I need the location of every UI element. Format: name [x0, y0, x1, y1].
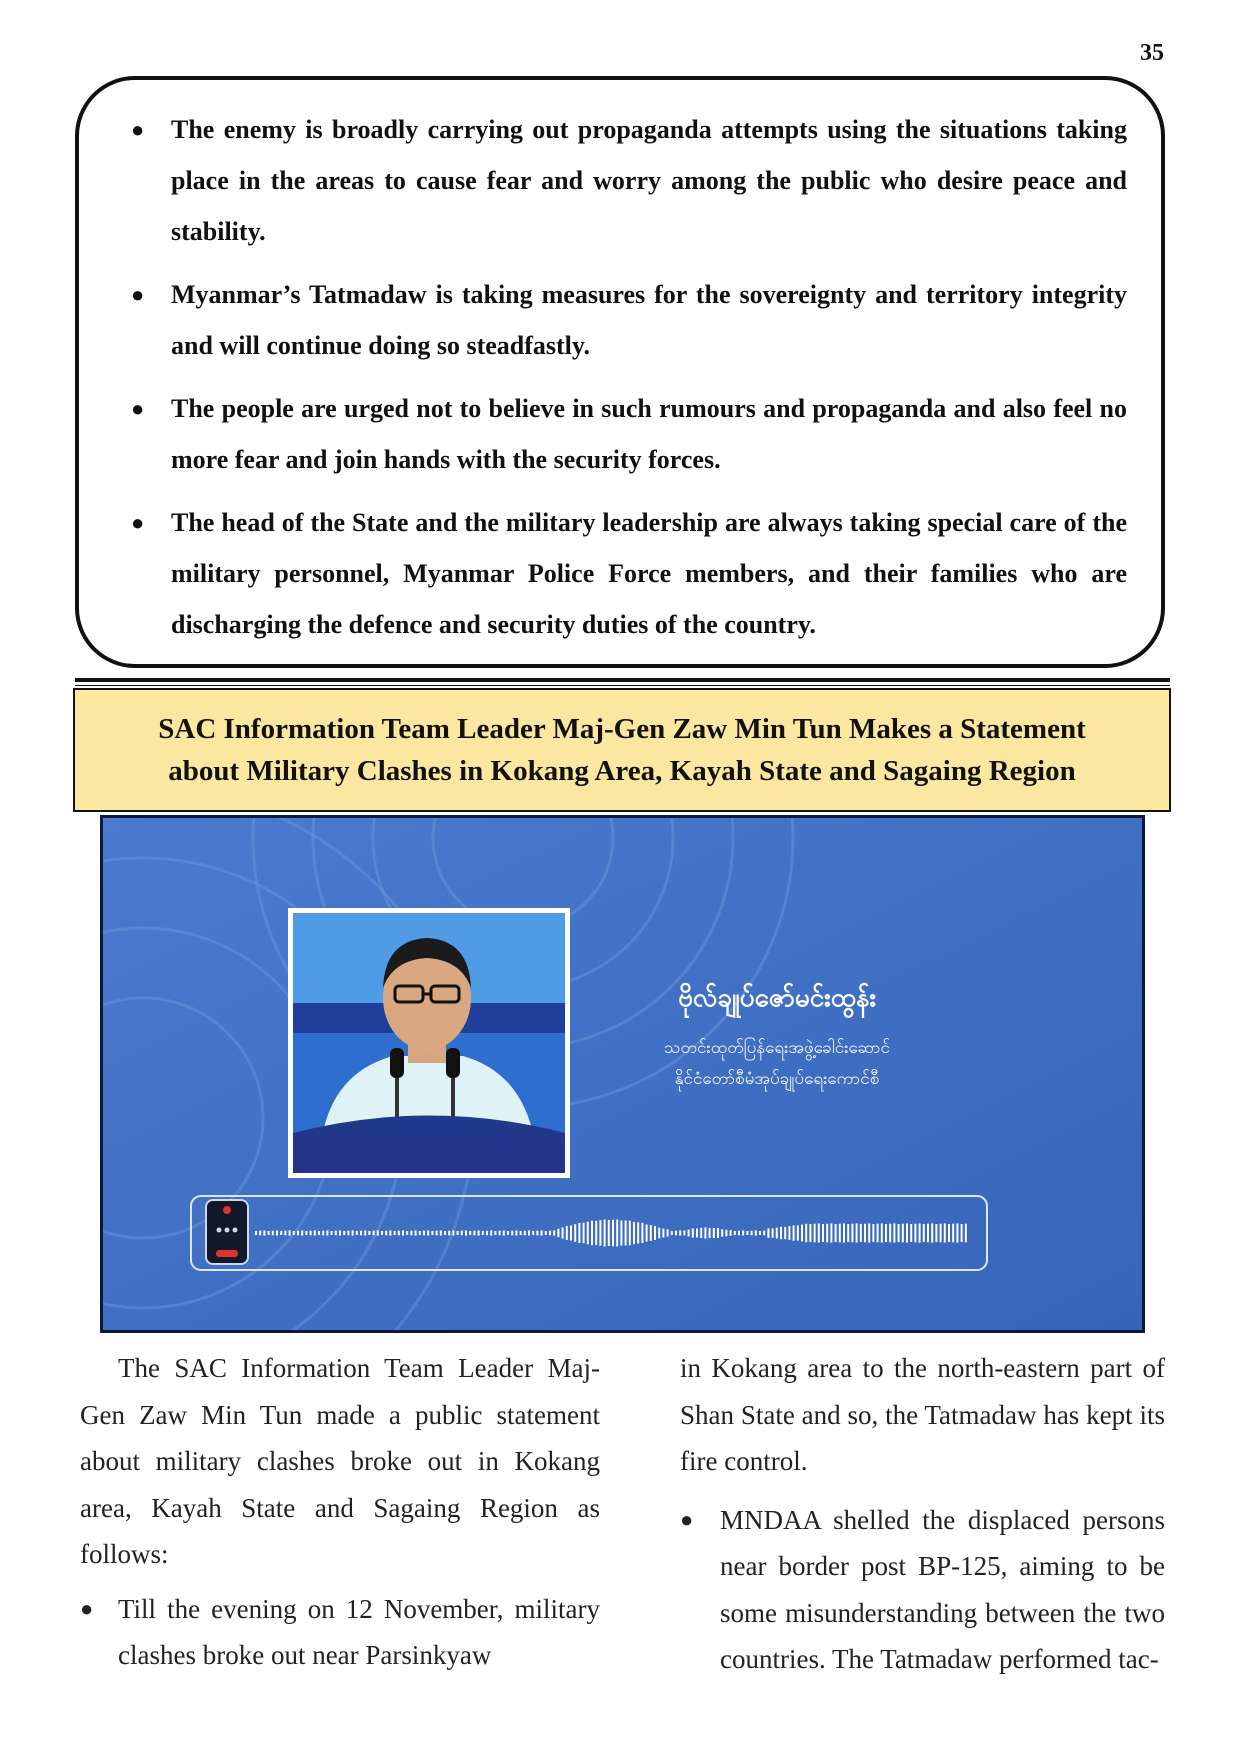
- waveform-bar: [461, 1231, 463, 1236]
- body-bullet: [680, 1497, 1165, 1683]
- waveform-bar: [352, 1230, 354, 1235]
- waveform-bar: [709, 1228, 711, 1238]
- summary-point-text: The people are urged not to believe in such rumours and propaganda and also feel no more fear and join hands with the security forces.: [171, 394, 1127, 474]
- bullet-icon: ●: [131, 117, 145, 142]
- waveform-bar: [721, 1229, 723, 1236]
- waveform-bar: [889, 1224, 891, 1243]
- waveform-bar: [965, 1224, 967, 1243]
- speaker-portrait: [288, 908, 570, 1178]
- waveform-bar: [436, 1231, 438, 1236]
- waveform-bar: [557, 1229, 559, 1237]
- waveform-bar: [524, 1231, 526, 1236]
- bullet-icon: ●: [131, 282, 145, 307]
- waveform-bar: [410, 1231, 412, 1236]
- waveform-bar: [503, 1230, 505, 1235]
- waveform-bar: [595, 1221, 597, 1245]
- waveform-bar: [780, 1227, 782, 1239]
- section-divider: [75, 678, 1170, 682]
- waveform-bar: [457, 1231, 459, 1235]
- waveform-bar: [314, 1230, 316, 1235]
- waveform-bar: [784, 1227, 786, 1239]
- statement-photo-graphic: [103, 818, 1142, 1330]
- waveform-bar: [717, 1228, 719, 1238]
- waveform-bar: [801, 1225, 803, 1242]
- statement-photo: [100, 815, 1145, 1333]
- speaker-title-1: သတင်းထုတ်ပြန်ရေးအဖွဲ့ခေါင်းဆောင်: [664, 1038, 890, 1058]
- waveform-bar: [591, 1221, 593, 1246]
- waveform-bar: [385, 1231, 387, 1236]
- waveform-bar: [272, 1231, 274, 1236]
- waveform-bar: [280, 1231, 282, 1235]
- waveform-bar: [419, 1231, 421, 1235]
- waveform-bar: [587, 1222, 589, 1245]
- waveform-bar: [927, 1224, 929, 1243]
- waveform-bar: [583, 1223, 585, 1244]
- waveform-bar: [473, 1231, 475, 1236]
- body-list-right: [680, 1497, 1165, 1683]
- waveform-bar: [339, 1230, 341, 1235]
- waveform-bar: [679, 1230, 681, 1235]
- waveform-bar: [482, 1231, 484, 1235]
- summary-box: [75, 76, 1165, 668]
- waveform-bar: [423, 1231, 425, 1236]
- waveform-bar: [637, 1222, 639, 1243]
- waveform-bar: [923, 1224, 925, 1242]
- waveform-bar: [427, 1230, 429, 1235]
- waveform-bar: [289, 1230, 291, 1235]
- waveform-bar: [276, 1230, 278, 1235]
- waveform-bar: [318, 1231, 320, 1235]
- waveform-bar: [578, 1223, 580, 1243]
- waveform-bar: [469, 1231, 471, 1235]
- waveform-bar: [499, 1231, 501, 1236]
- waveform-bar: [444, 1231, 446, 1235]
- waveform-bar: [549, 1231, 551, 1236]
- waveform-bar: [906, 1223, 908, 1242]
- body-column-left: [80, 1345, 600, 1679]
- waveform-bar: [885, 1224, 887, 1242]
- waveform-bar: [935, 1224, 937, 1242]
- headline-line-1: SAC Information Team Leader Maj-Gen Zaw Min Tun Makes a Statement: [158, 713, 1086, 745]
- waveform-bar: [881, 1223, 883, 1242]
- waveform-bar: [377, 1230, 379, 1235]
- summary-point-text: The enemy is broadly carrying out propaganda attempts using the situations taking place in the areas to cause fear and worry among the public who desire peace and stability.: [171, 115, 1127, 246]
- waveform-bar: [608, 1220, 610, 1246]
- bullet-icon: ●: [131, 510, 145, 535]
- waveform-bar: [335, 1231, 337, 1236]
- waveform-bar: [633, 1222, 635, 1244]
- waveform-bar: [776, 1228, 778, 1239]
- waveform-bar: [625, 1221, 627, 1246]
- waveform-bar: [877, 1224, 879, 1243]
- waveform-bar: [494, 1231, 496, 1235]
- waveform-bar: [562, 1227, 564, 1238]
- summary-point-text: The head of the State and the military leadership are always taking special care of the military personnel, Myanmar Police Force members, and their families who are discharging the defence and security duties of the country.: [171, 508, 1127, 639]
- waveform-bar: [835, 1224, 837, 1242]
- waveform-bar: [864, 1224, 866, 1243]
- waveform-bar: [528, 1230, 530, 1235]
- waveform-bar: [772, 1228, 774, 1237]
- speaker-title-2: နိုင်ငံတော်စီမံအုပ်ချုပ်ရေးကောင်စီ: [674, 1069, 880, 1089]
- section-divider-thin: [75, 685, 1170, 686]
- waveform-bar: [641, 1223, 643, 1243]
- summary-point: [109, 497, 1127, 650]
- bullet-icon: ●: [680, 1506, 694, 1532]
- waveform-bar: [520, 1231, 522, 1235]
- waveform-bar: [914, 1224, 916, 1243]
- waveform-bar: [566, 1226, 568, 1240]
- waveform-bar: [940, 1224, 942, 1243]
- waveform-bar: [851, 1224, 853, 1243]
- speaker-name: ဗိုလ်ချုပ်ဇော်မင်းထွန်း: [678, 983, 876, 1013]
- waveform-bar: [389, 1230, 391, 1235]
- waveform-bar: [553, 1230, 555, 1235]
- body-list-left: [80, 1586, 600, 1679]
- waveform-bar: [713, 1228, 715, 1238]
- waveform-bar: [536, 1231, 538, 1236]
- waveform-bar: [830, 1223, 832, 1242]
- body-bullet-text: Till the evening on 12 November, military clashes broke out near Parsinkyaw: [118, 1593, 600, 1670]
- waveform-bar: [604, 1220, 606, 1247]
- waveform-bar: [839, 1224, 841, 1243]
- waveform-bar: [893, 1223, 895, 1242]
- waveform-bar: [730, 1230, 732, 1236]
- waveform-bar: [490, 1230, 492, 1235]
- waveform-bar: [293, 1231, 295, 1235]
- headline-line-2: about Military Clashes in Kokang Area, Kayah State and Sagaing Region: [168, 755, 1076, 787]
- waveform-bar: [948, 1224, 950, 1242]
- waveform-bar: [767, 1228, 769, 1238]
- waveform-bar: [759, 1231, 761, 1235]
- waveform-bar: [763, 1231, 765, 1236]
- waveform-bar: [692, 1229, 694, 1238]
- waveform-bar: [734, 1231, 736, 1235]
- waveform-bar: [788, 1226, 790, 1240]
- summary-point-text: Myanmar’s Tatmadaw is taking measures for the sovereignty and territory integrity and will continue doing so steadfastly.: [171, 280, 1127, 360]
- waveform-bar: [646, 1225, 648, 1242]
- body-intro: The SAC Information Team Leader Maj-Gen Zaw Min Tun made a public statement about military clashes broke out in Kokang area, Kayah State and Sagaing Region as follows:: [80, 1353, 600, 1569]
- waveform-bar: [301, 1230, 303, 1235]
- waveform-bar: [310, 1231, 312, 1236]
- waveform-bar: [746, 1231, 748, 1235]
- waveform-bar: [919, 1223, 921, 1242]
- waveform-bar: [326, 1230, 328, 1235]
- waveform-bar: [805, 1224, 807, 1242]
- page-number: 35: [1140, 40, 1164, 66]
- waveform-bar: [360, 1231, 362, 1236]
- waveform-bar: [331, 1231, 333, 1235]
- waveform-bar: [658, 1228, 660, 1239]
- waveform-bar: [415, 1230, 417, 1235]
- body-column-right: [680, 1345, 1165, 1683]
- waveform-bar: [931, 1223, 933, 1242]
- body-bullet-continuation-text: in Kokang area to the north-eastern part of Shan State and so, the Tatmadaw has kept its fire control.: [680, 1353, 1165, 1476]
- waveform-bar: [742, 1230, 744, 1235]
- waveform-bar: [809, 1224, 811, 1242]
- waveform-bar: [944, 1223, 946, 1242]
- waveform-bar: [688, 1230, 690, 1237]
- waveform-bar: [650, 1225, 652, 1241]
- waveform-bar: [398, 1231, 400, 1236]
- waveform-bar: [662, 1229, 664, 1238]
- summary-point: [109, 269, 1127, 371]
- waveform-bar: [797, 1225, 799, 1240]
- waveform-bar: [268, 1231, 270, 1235]
- waveform-bar: [696, 1229, 698, 1238]
- waveform-bar: [952, 1224, 954, 1243]
- body-bullet: [80, 1586, 600, 1679]
- waveform-bar: [667, 1229, 669, 1236]
- waveform-bar: [683, 1231, 685, 1236]
- body-bullet-continuation: [680, 1345, 1165, 1485]
- waveform-bar: [843, 1223, 845, 1242]
- waveform-bar: [486, 1231, 488, 1236]
- waveform-bar: [725, 1230, 727, 1237]
- waveform-bar: [259, 1231, 261, 1236]
- waveform-bar: [478, 1230, 480, 1235]
- waveform-bar: [956, 1223, 958, 1242]
- waveform-bar: [793, 1225, 795, 1240]
- waveform-bar: [440, 1230, 442, 1235]
- waveform-bar: [305, 1231, 307, 1235]
- waveform-bar: [511, 1231, 513, 1236]
- waveform-bar: [910, 1224, 912, 1242]
- waveform-bar: [255, 1231, 257, 1235]
- waveform-bar: [814, 1224, 816, 1243]
- waveform-bar: [452, 1230, 454, 1235]
- waveform-bar: [826, 1224, 828, 1243]
- waveform-bar: [431, 1231, 433, 1235]
- waveform-bar: [515, 1230, 517, 1235]
- waveform-bar: [599, 1220, 601, 1246]
- waveform-bar: [406, 1231, 408, 1235]
- waveform-bar: [465, 1230, 467, 1235]
- waveform-bar: [394, 1231, 396, 1235]
- waveform-bar: [620, 1220, 622, 1245]
- waveform-bar: [448, 1231, 450, 1236]
- waveform-bar: [704, 1227, 706, 1238]
- waveform-bar: [847, 1224, 849, 1242]
- waveform-bar: [856, 1223, 858, 1242]
- bullet-icon: ●: [80, 1595, 94, 1621]
- waveform-bar: [574, 1224, 576, 1242]
- waveform-bar: [381, 1231, 383, 1235]
- waveform-bar: [629, 1221, 631, 1246]
- waveform-bar: [612, 1220, 614, 1247]
- waveform-bar: [541, 1230, 543, 1235]
- waveform-bar: [700, 1228, 702, 1238]
- summary-list: [109, 104, 1127, 650]
- waveform-bar: [402, 1230, 404, 1235]
- waveform-bar: [961, 1224, 963, 1242]
- waveform-bar: [675, 1231, 677, 1236]
- waveform-bar: [507, 1231, 509, 1235]
- waveform-bar: [347, 1231, 349, 1236]
- waveform-bar: [898, 1224, 900, 1242]
- waveform-bar: [755, 1230, 757, 1235]
- waveform-bar: [284, 1231, 286, 1236]
- waveform-bar: [872, 1224, 874, 1242]
- waveform-bar: [902, 1224, 904, 1243]
- waveform-bar: [545, 1231, 547, 1235]
- waveform-bar: [356, 1231, 358, 1235]
- waveform-bar: [822, 1224, 824, 1242]
- waveform-bar: [738, 1231, 740, 1236]
- waveform-bar: [860, 1224, 862, 1242]
- waveform-bar: [818, 1223, 820, 1242]
- waveform-bar: [671, 1231, 673, 1235]
- waveform-bar: [368, 1231, 370, 1235]
- waveform-bar: [654, 1226, 656, 1240]
- summary-point: [109, 104, 1127, 257]
- waveform-bar: [263, 1230, 265, 1235]
- bullet-icon: ●: [131, 396, 145, 421]
- waveform-bar: [868, 1223, 870, 1242]
- article-headline: [73, 688, 1171, 812]
- waveform-bar: [616, 1220, 618, 1247]
- waveform-bar: [373, 1231, 375, 1236]
- waveform-bar: [297, 1231, 299, 1236]
- waveform-bar: [322, 1231, 324, 1236]
- waveform-bar: [532, 1231, 534, 1235]
- waveform-bar: [570, 1226, 572, 1241]
- waveform-bar: [751, 1231, 753, 1236]
- summary-point: [109, 383, 1127, 485]
- waveform-bar: [343, 1231, 345, 1235]
- waveform-bar: [364, 1230, 366, 1235]
- body-bullet-text: MNDAA shelled the displaced persons near border post BP-125, aiming to be some misunderstanding between the two countries. The Tatmadaw performed tac-: [720, 1504, 1165, 1674]
